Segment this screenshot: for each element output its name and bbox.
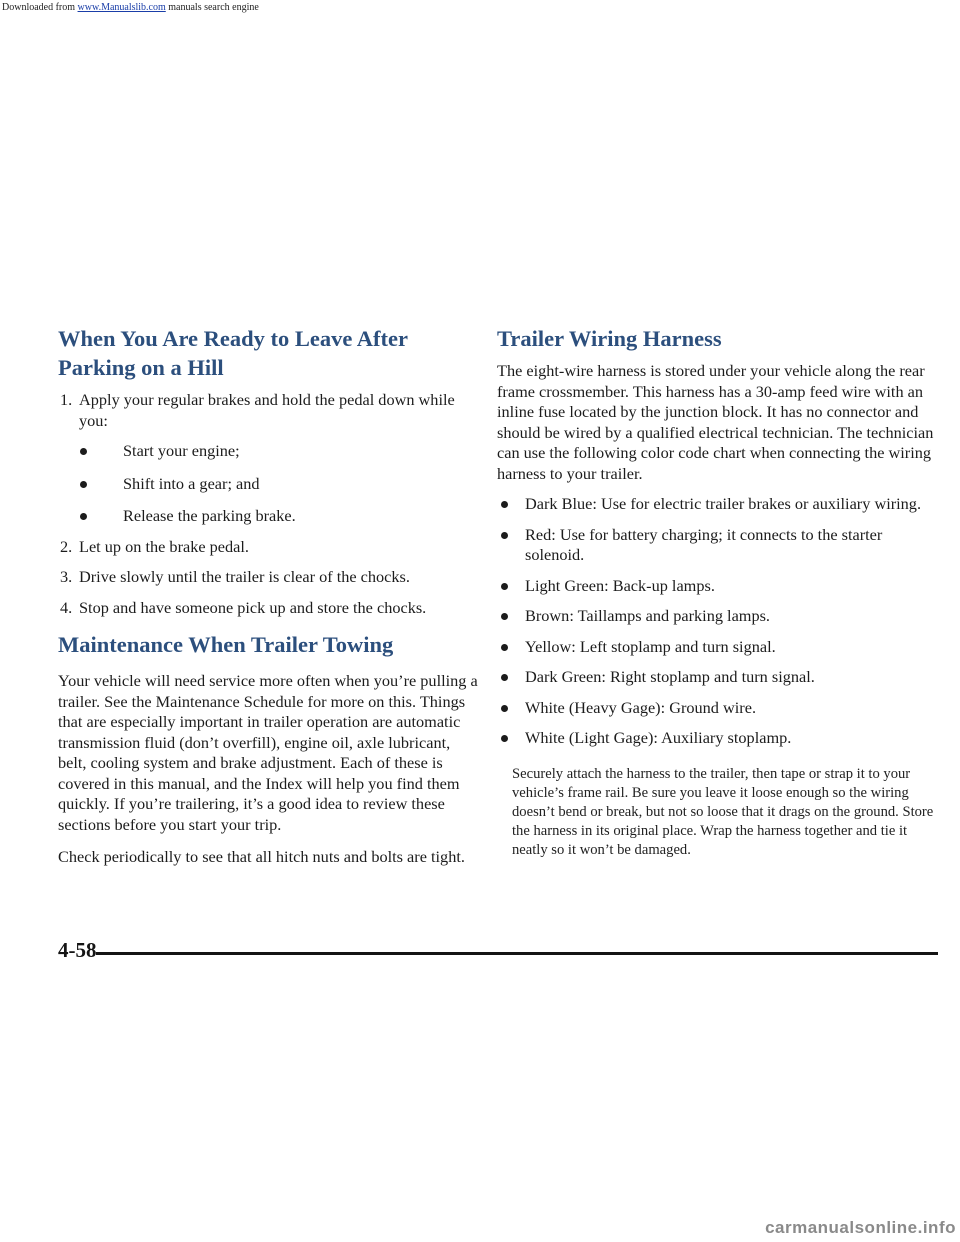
sub-bullet-text: Shift into a gear; and <box>123 473 260 493</box>
bullet-dot-icon <box>80 448 87 455</box>
wire-color-item <box>497 606 937 627</box>
wire-color-item <box>497 525 937 566</box>
step-text: Drive slowly until the trailer is clear of the chocks. <box>79 567 410 586</box>
harness-intro-paragraph: The eight-wire harness is stored under your vehicle along the rear frame crossmember. This harness has a 30-amp feed wire with an inline fuse located by the junction block. It has no connector and should be wired by a qualified electrical technician. The technician can use the following color code chart when connecting the wiring harness to your trailer. <box>497 361 934 483</box>
step-item <box>58 390 478 527</box>
download-suffix: manuals search engine <box>165 2 259 13</box>
harness-attach-note: Securely attach the harness to the trailer, then tape or strap it to your vehicle’s frame rail. Be sure you leave it loose enough so the wiring doesn’t bend or break, but not so loose that it drags on the ground. Store the harness in its original place. Wrap the harness together and tie it neatly so it won’t be damaged. <box>512 765 934 858</box>
bullet-dot-icon <box>501 532 508 539</box>
wire-color-item <box>497 576 937 597</box>
hitch-check-paragraph: Check periodically to see that all hitch nuts and bolts are tight. <box>58 847 465 866</box>
footer-rule <box>96 952 938 955</box>
wire-color-text: White (Light Gage): Auxiliary stoplamp. <box>525 728 792 747</box>
wire-color-text: White (Heavy Gage): Ground wire. <box>525 697 757 717</box>
step-text: Stop and have someone pick up and store the chocks. <box>79 597 427 617</box>
step-item <box>58 537 478 558</box>
sub-bullet-item <box>77 506 478 527</box>
bullet-dot-icon <box>80 481 87 488</box>
wire-color-item <box>497 728 937 749</box>
wire-color-text: Red: Use for battery charging; it connects to the starter solenoid. <box>525 524 883 564</box>
wire-color-text: Yellow: Left stoplamp and turn signal. <box>525 636 776 656</box>
sub-bullet-item <box>77 474 478 495</box>
step-number: 3. <box>60 567 73 586</box>
download-prefix: Downloaded from <box>2 2 78 13</box>
section-title-wiring-harness: Trailer Wiring Harness <box>497 326 722 351</box>
bullet-dot-icon <box>501 583 508 590</box>
section-title-maintenance: Maintenance When Trailer Towing <box>58 632 394 657</box>
step-number: 2. <box>60 536 73 556</box>
step-item <box>58 567 478 588</box>
bullet-dot-icon <box>501 644 508 651</box>
sub-bullet-text: Release the parking brake. <box>123 506 296 525</box>
wire-color-text: Dark Blue: Use for electric trailer brakes or auxiliary wiring. <box>525 494 922 513</box>
section-title-leave-after-parking: When You Are Ready to Leave After Parking on a Hill <box>58 326 408 380</box>
bullet-dot-icon <box>501 705 508 712</box>
bullet-dot-icon <box>80 513 87 520</box>
wire-color-item <box>497 637 937 658</box>
bullet-dot-icon <box>501 613 508 620</box>
steps-list <box>58 390 478 618</box>
bullet-dot-icon <box>501 674 508 681</box>
bullet-dot-icon <box>501 735 508 742</box>
wire-color-text: Brown: Taillamps and parking lamps. <box>525 606 771 625</box>
maintenance-paragraph: Your vehicle will need service more often when you’re pulling a trailer. See the Maintenance Schedule for more on this. Things that are especially important in trailer operation are automatic transmission fluid (don’t overfill), engine oil, axle lubricant, belt, cooling system and brake adjustment. Each of these is covered in this manual, and the Index will help you find them quickly. If you’re trailering, it’s a good idea to review these sections before you start your trip. <box>58 671 478 834</box>
step-item <box>58 598 478 619</box>
wire-color-text: Dark Green: Right stoplamp and turn signal. <box>525 667 815 686</box>
manualslib-link[interactable]: www.Manualslib.com <box>77 2 166 13</box>
sub-bullet-list <box>77 441 478 527</box>
step-text: Apply your regular brakes and hold the pedal down while you: <box>79 390 455 430</box>
wire-color-item <box>497 667 937 688</box>
wire-color-item <box>497 698 937 719</box>
sub-bullet-text: Start your engine; <box>123 441 240 460</box>
sub-bullet-item <box>77 441 478 462</box>
wire-color-item <box>497 494 937 515</box>
step-number: 1. <box>60 390 73 409</box>
wire-color-text: Light Green: Back-up lamps. <box>525 575 715 595</box>
step-number: 4. <box>60 597 73 617</box>
download-header <box>0 0 960 30</box>
site-watermark: carmanualsonline.info <box>765 1218 956 1237</box>
wire-color-list <box>497 494 937 749</box>
step-text: Let up on the brake pedal. <box>79 536 249 556</box>
page-number: 4-58 <box>58 938 97 962</box>
right-column <box>497 324 937 860</box>
left-column <box>58 324 478 868</box>
bullet-dot-icon <box>501 501 508 508</box>
